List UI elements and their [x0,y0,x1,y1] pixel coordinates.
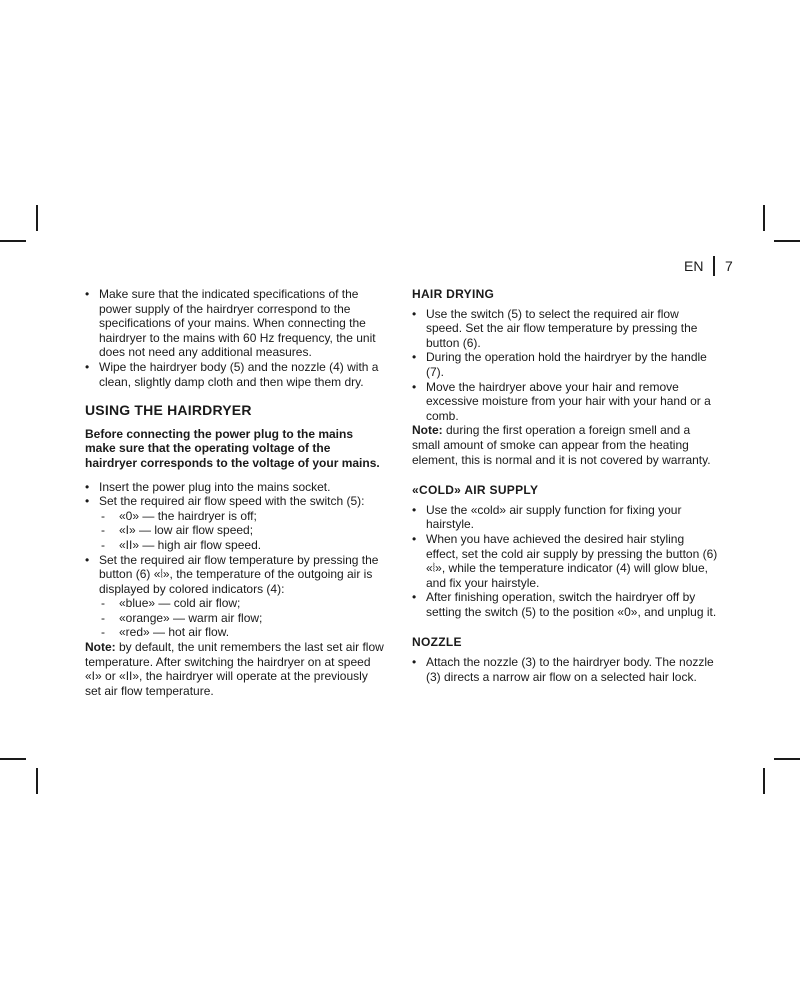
list-item: • Use the «cold» air supply function for fixing your hairstyle. [412,503,718,532]
list-item: • Wipe the hairdryer body (5) and the nozzle (4) with a clean, slightly damp cloth and then wipe them dry. [85,360,385,389]
section-title-cold-air: «COLD» AIR SUPPLY [412,483,539,498]
header-divider [713,256,715,276]
list-item: - «orange» — warm air flow; [99,611,385,626]
list-item [85,553,385,641]
list-item: • When you have achieved the desired hair styling effect, set the cold air supply by pressing the button (6) «⦚», while the temperature indicator (4) will glow blue, and fix your hairstyle. [412,532,718,590]
crop-mark-top-right-horizontal [774,240,800,242]
note-paragraph [85,640,385,698]
list-item: - «red» — hot air flow. [99,625,385,640]
list-item [85,494,385,552]
nozzle-bullet-list [412,655,718,684]
list-item: • Make sure that the indicated specifications of the power supply of the hairdryer correspond to the specifications of your mains. When connecting the hairdryer to the mains with 60 Hz frequency, the unit does not need any additional measures. [85,287,385,360]
crop-mark-bottom-right-horizontal [774,758,800,760]
list-item: - «I» — low air flow speed; [99,523,385,538]
temp-options-list [99,596,385,640]
speed-options-list [99,509,385,553]
list-item: - «II» — high air flow speed. [99,538,385,553]
drying-bullet-list [412,307,718,424]
note-label: Note: [85,640,116,655]
list-item: - «blue» — cold air flow; [99,596,385,611]
list-item: • After finishing operation, switch the hairdryer off by setting the switch (5) to the position «0», and unplug it. [412,590,718,619]
crop-mark-bottom-right-vertical [763,768,765,794]
crop-mark-bottom-left-vertical [36,768,38,794]
right-column [412,287,718,684]
crop-mark-top-right-vertical [763,205,765,231]
left-column [85,287,385,698]
list-item: • Move the hairdryer above your hair and remove excessive moisture from your hair with your hand or a comb. [412,380,718,424]
note-text: during the first operation a foreign smell and a small amount of smoke can appear from the heating element, this is normal and it is not covered by warranty. [412,423,711,467]
note-label: Note: [412,423,443,438]
list-item: - «0» — the hairdryer is off; [99,509,385,524]
crop-mark-top-left-horizontal [0,240,26,242]
page-header [680,256,760,278]
list-item: • Use the switch (5) to select the required air flow speed. Set the air flow temperature by pressing the button (6). [412,307,718,351]
step-speed-text: Set the required air flow speed with the switch (5): [99,494,365,509]
step-temp-text: Set the required air flow temperature by pressing the button (6) «⦚», the temperature of the outgoing air is displayed by colored indicators (4): [99,552,379,596]
crop-mark-bottom-left-horizontal [0,758,26,760]
section-title-nozzle: NOZZLE [412,635,462,650]
cold-air-bullet-list [412,503,718,620]
list-item [85,480,385,495]
usage-steps-list [85,480,385,641]
note-paragraph [412,423,718,467]
warning-paragraph: Before connecting the power plug to the mains make sure that the operating voltage of the hairdryer corresponds to the voltage of your mains. [85,426,380,470]
section-title-using: USING THE HAIRDRYER [85,402,252,419]
note-text: by default, the unit remembers the last set air flow temperature. After switching the hairdryer on at speed «I» or «II», the hairdryer will operate at the previously set air flow temperature. [85,640,384,698]
step-plug-text: Insert the power plug into the mains socket. [99,479,331,494]
section-title-hair-drying: HAIR DRYING [412,287,495,301]
language-label: EN [684,258,704,274]
list-item: • During the operation hold the hairdryer by the handle (7). [412,350,718,379]
crop-mark-top-left-vertical [36,205,38,231]
list-item: • Attach the nozzle (3) to the hairdryer body. The nozzle (3) directs a narrow air flow on a selected hair lock. [412,655,718,684]
intro-bullet-list [85,287,385,389]
page-number: 7 [725,258,733,274]
